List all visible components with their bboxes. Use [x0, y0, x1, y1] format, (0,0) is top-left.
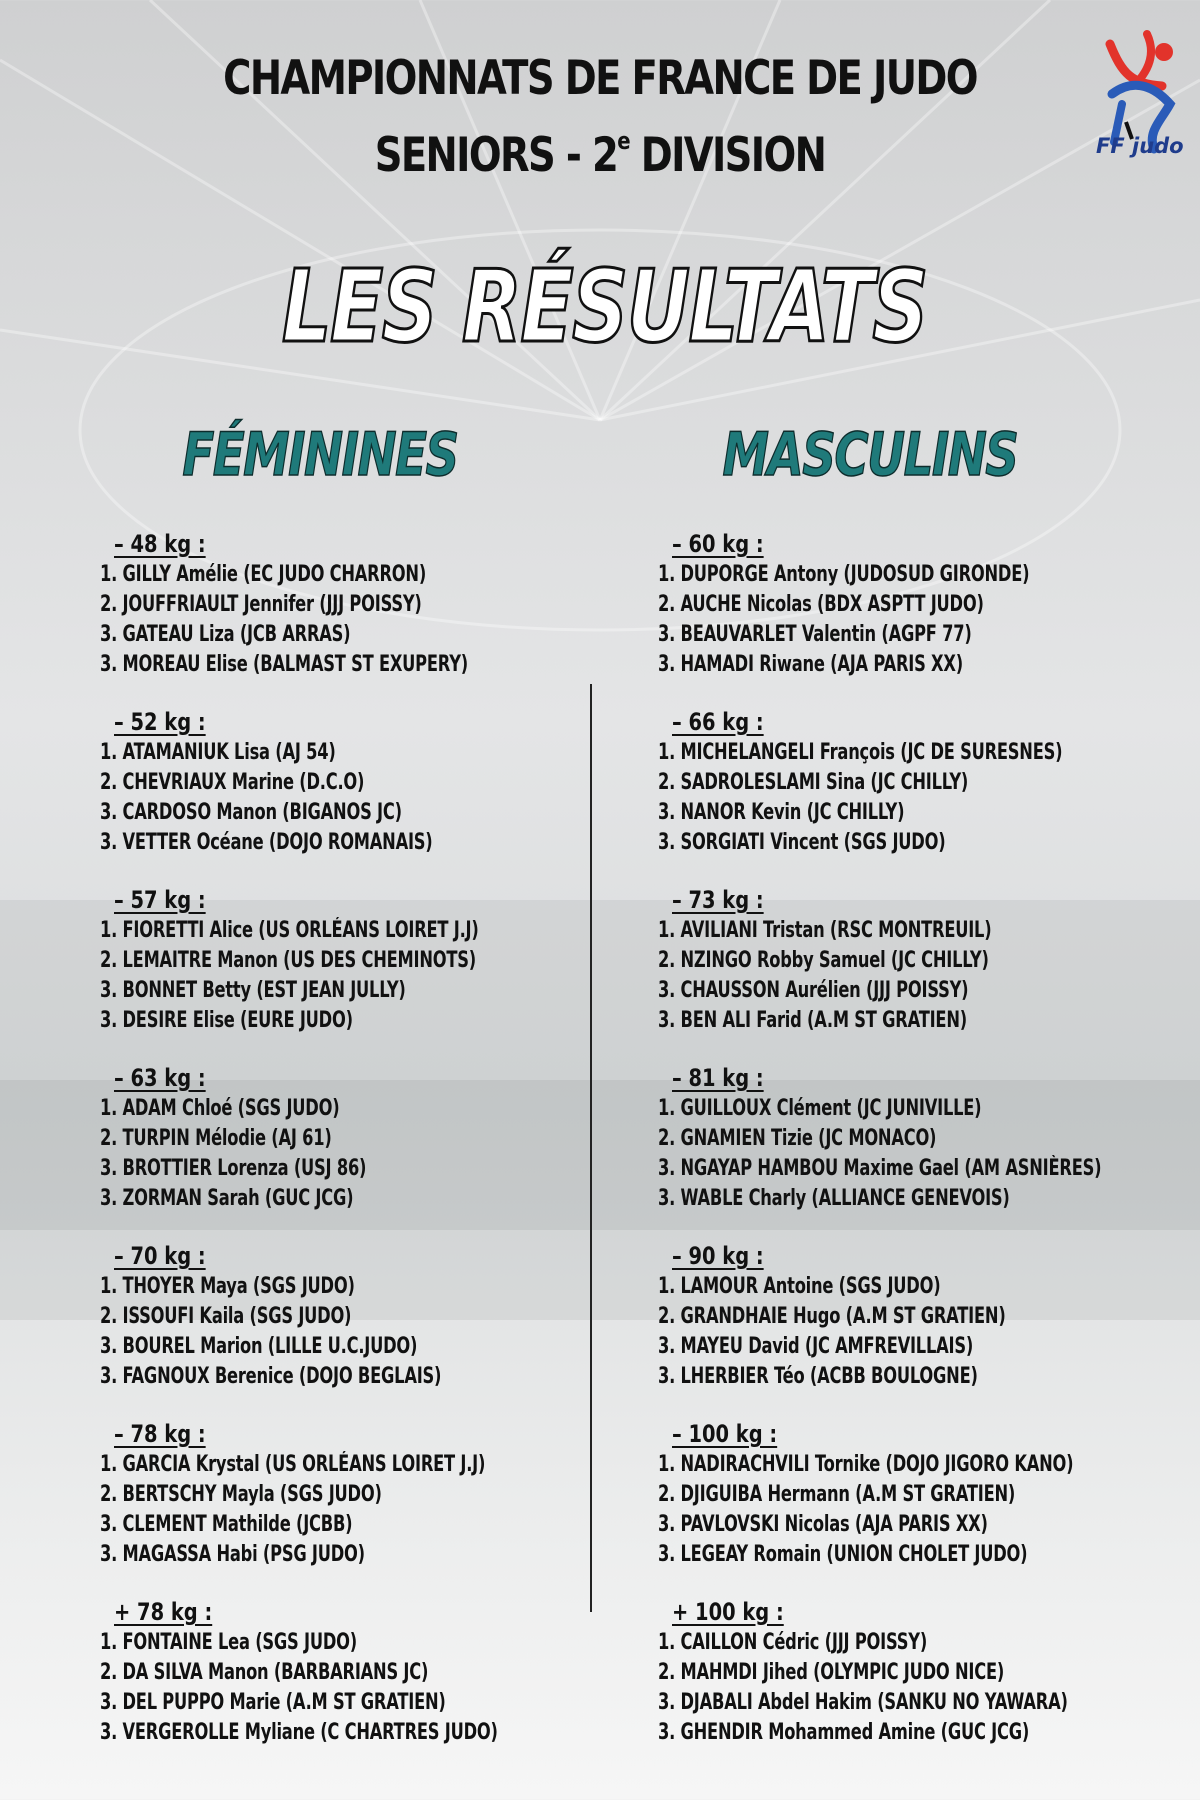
result-line: 2. NZINGO Robby Samuel (JC CHILLY) [658, 948, 989, 973]
result-line: 2. DJIGUIBA Hermann (A.M ST GRATIEN) [658, 1482, 1016, 1507]
result-line: 3. LEGEAY Romain (UNION CHOLET JUDO) [658, 1542, 1028, 1567]
weight-category [658, 528, 1200, 706]
category-label: – 60 kg : [672, 530, 764, 558]
result-line: 1. GILLY Amélie (EC JUDO CHARRON) [100, 562, 427, 587]
result-line: 2. ISSOUFI Kaila (SGS JUDO) [100, 1304, 352, 1329]
result-line: 3. CLEMENT Mathilde (JCBB) [100, 1512, 353, 1537]
result-line: 3. DJABALI Abdel Hakim (SANKU NO YAWARA) [658, 1690, 1068, 1715]
result-line: 3. SORGIATI Vincent (SGS JUDO) [658, 830, 946, 855]
result-line: 3. VERGEROLLE Myliane (C CHARTRES JUDO) [100, 1720, 498, 1745]
weight-category [100, 884, 660, 1062]
title-line-2-suffix: DIVISION [628, 128, 826, 183]
weight-category [100, 528, 660, 706]
result-line: 2. LEMAITRE Manon (US DES CHEMINOTS) [100, 948, 476, 973]
category-label: – 73 kg : [672, 886, 764, 914]
title-line-2-sup: e [617, 127, 629, 155]
result-line: 1. DUPORGE Antony (JUDOSUD GIRONDE) [658, 562, 1030, 587]
result-line: 2. TURPIN Mélodie (AJ 61) [100, 1126, 332, 1151]
category-label: – 100 kg : [672, 1420, 778, 1448]
result-line: 3. BEN ALI Farid (A.M ST GRATIEN) [658, 1008, 967, 1033]
result-line: 3. BONNET Betty (EST JEAN JULLY) [100, 978, 406, 1003]
category-label: – 70 kg : [114, 1242, 206, 1270]
category-label: – 81 kg : [672, 1064, 764, 1092]
result-line: 2. BERTSCHY Mayla (SGS JUDO) [100, 1482, 382, 1507]
weight-category [658, 1418, 1200, 1596]
result-line: 3. BOUREL Marion (LILLE U.C.JUDO) [100, 1334, 418, 1359]
result-line: 1. FIORETTI Alice (US ORLÉANS LOIRET J.J) [100, 918, 479, 943]
result-line: 3. MOREAU Elise (BALMAST ST EXUPERY) [100, 652, 468, 677]
result-line: 1. AVILIANI Tristan (RSC MONTREUIL) [658, 918, 992, 943]
category-label: – 57 kg : [114, 886, 206, 914]
result-line: 1. LAMOUR Antoine (SGS JUDO) [658, 1274, 941, 1299]
result-line: 3. NANOR Kevin (JC CHILLY) [658, 800, 905, 825]
result-line: 2. GNAMIEN Tizie (JC MONACO) [658, 1126, 937, 1151]
category-label: + 78 kg : [114, 1598, 213, 1626]
category-label: + 100 kg : [672, 1598, 784, 1626]
result-line: 3. CARDOSO Manon (BIGANOS JC) [100, 800, 402, 825]
result-line: 3. LHERBIER Téo (ACBB BOULOGNE) [658, 1364, 978, 1389]
masculins-heading: MASCULINS [722, 420, 1018, 490]
result-line: 3. BROTTIER Lorenza (USJ 86) [100, 1156, 367, 1181]
weight-category [100, 1418, 660, 1596]
result-line: 3. GHENDIR Mohammed Amine (GUC JCG) [658, 1720, 1030, 1745]
category-label: – 63 kg : [114, 1064, 206, 1092]
weight-category [100, 706, 660, 884]
weight-category [100, 1596, 660, 1774]
result-line: 1. GUILLOUX Clément (JC JUNIVILLE) [658, 1096, 982, 1121]
result-line: 3. CHAUSSON Aurélien (JJJ POISSY) [658, 978, 969, 1003]
main-heading: LES RÉSULTATS [281, 248, 927, 365]
category-label: – 48 kg : [114, 530, 206, 558]
result-line: 2. SADROLESLAMI Sina (JC CHILLY) [658, 770, 969, 795]
result-line: 3. WABLE Charly (ALLIANCE GENEVOIS) [658, 1186, 1010, 1211]
result-line: 3. VETTER Océane (DOJO ROMANAIS) [100, 830, 433, 855]
title-line-2 [108, 110, 1092, 187]
weight-category [100, 1240, 660, 1418]
category-label: – 66 kg : [672, 708, 764, 736]
weight-category [100, 1062, 660, 1240]
weight-category [658, 1596, 1200, 1774]
result-line: 1. NADIRACHVILI Tornike (DOJO JIGORO KANO) [658, 1452, 1074, 1477]
result-line: 3. DEL PUPPO Marie (A.M ST GRATIEN) [100, 1690, 446, 1715]
weight-category [658, 884, 1200, 1062]
logo-text: FF judo [1096, 134, 1184, 158]
result-line: 3. BEAUVARLET Valentin (AGPF 77) [658, 622, 972, 647]
result-line: 2. AUCHE Nicolas (BDX ASPTT JUDO) [658, 592, 984, 617]
category-label: – 52 kg : [114, 708, 206, 736]
result-line: 3. DESIRE Elise (EURE JUDO) [100, 1008, 353, 1033]
result-line: 1. MICHELANGELI François (JC DE SURESNES) [658, 740, 1063, 765]
result-line: 3. PAVLOVSKI Nicolas (AJA PARIS XX) [658, 1512, 988, 1537]
result-line: 2. CHEVRIAUX Marine (D.C.O) [100, 770, 365, 795]
result-line: 3. GATEAU Liza (JCB ARRAS) [100, 622, 351, 647]
result-line: 1. THOYER Maya (SGS JUDO) [100, 1274, 355, 1299]
result-line: 3. MAGASSA Habi (PSG JUDO) [100, 1542, 365, 1567]
category-label: – 78 kg : [114, 1420, 206, 1448]
result-line: 3. ZORMAN Sarah (GUC JCG) [100, 1186, 354, 1211]
event-title [108, 48, 1092, 187]
result-line: 3. FAGNOUX Berenice (DOJO BEGLAIS) [100, 1364, 442, 1389]
result-line: 3. NGAYAP HAMBOU Maxime Gael (AM ASNIÈRES) [658, 1156, 1102, 1181]
result-line: 2. JOUFFRIAULT Jennifer (JJJ POISSY) [100, 592, 422, 617]
result-line: 2. GRANDHAIE Hugo (A.M ST GRATIEN) [658, 1304, 1006, 1329]
masculins-column [658, 528, 1200, 1774]
result-line: 1. GARCIA Krystal (US ORLÉANS LOIRET J.J) [100, 1452, 486, 1477]
result-line: 3. MAYEU David (JC AMFREVILLAIS) [658, 1334, 974, 1359]
result-line: 3. HAMADI Riwane (AJA PARIS XX) [658, 652, 963, 677]
result-line: 1. ATAMANIUK Lisa (AJ 54) [100, 740, 336, 765]
result-line: 1. CAILLON Cédric (JJJ POISSY) [658, 1630, 928, 1655]
feminines-column [100, 528, 660, 1774]
category-label: – 90 kg : [672, 1242, 764, 1270]
weight-category [658, 706, 1200, 884]
feminines-heading: FÉMININES [182, 420, 458, 490]
weight-category [658, 1062, 1200, 1240]
result-line: 2. MAHMDI Jihed (OLYMPIC JUDO NICE) [658, 1660, 1005, 1685]
title-line-2-prefix: SENIORS - 2 [374, 128, 618, 183]
title-line-1: CHAMPIONNATS DE FRANCE DE JUDO [223, 51, 977, 106]
result-line: 2. DA SILVA Manon (BARBARIANS JC) [100, 1660, 429, 1685]
result-line: 1. ADAM Chloé (SGS JUDO) [100, 1096, 340, 1121]
result-line: 1. FONTAINE Lea (SGS JUDO) [100, 1630, 357, 1655]
weight-category [658, 1240, 1200, 1418]
